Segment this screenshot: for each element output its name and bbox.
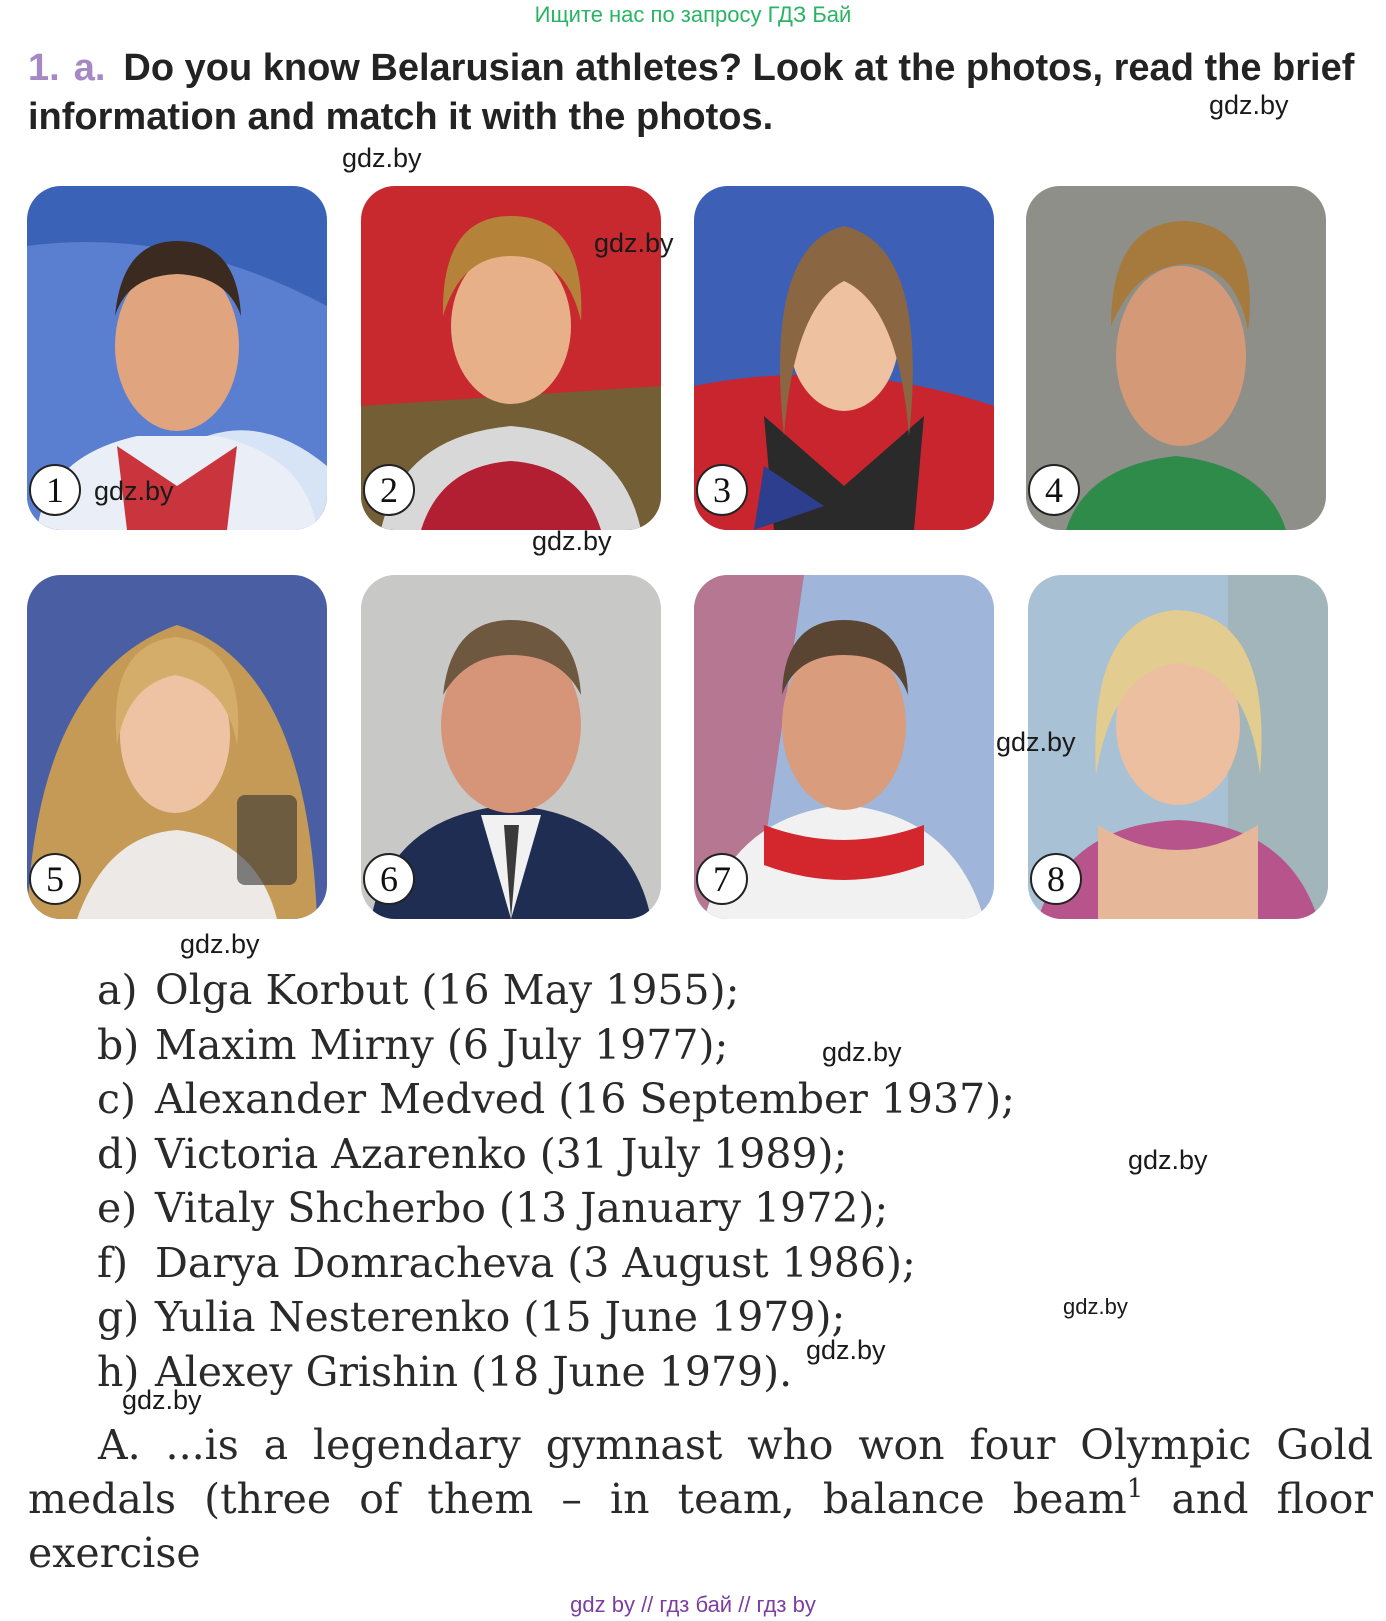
list-item-letter: h)	[97, 1347, 140, 1396]
list-item	[97, 1345, 1015, 1400]
paragraph-line-1: A. ...is a legendary gymnast who won four Olympic Gold	[98, 1421, 1373, 1469]
list-item-text: Maxim Mirny (6 July 1977);	[155, 1020, 729, 1069]
watermark: gdz.by	[996, 727, 1076, 757]
watermark: gdz.by	[1063, 1294, 1128, 1319]
list-item	[97, 1290, 1015, 1345]
list-item-letter: b)	[97, 1020, 140, 1069]
photo-number-1: 1	[29, 464, 81, 516]
list-item-text: Vitaly Shcherbo (13 January 1972);	[155, 1184, 889, 1232]
list-item	[97, 1236, 1015, 1291]
paragraph-line-2	[28, 1472, 1373, 1580]
watermark: gdz.by	[806, 1335, 886, 1365]
photo-number-6: 6	[363, 853, 415, 905]
exercise-instruction: Do you know Belarusian athletes? Look at the photos, read the brief information and match it with the photos.	[28, 47, 1355, 138]
top-note: Ищите нас по запросу ГДЗ Бай	[534, 2, 852, 27]
photo-number-3: 3	[696, 464, 748, 516]
paragraph-text: and floor exercise	[28, 1475, 1373, 1577]
watermark: gdz.by	[532, 526, 612, 556]
list-item-text: Alexey Grishin (18 June 1979).	[155, 1347, 793, 1396]
athlete-list	[97, 963, 1015, 1399]
photo-number-8: 8	[1030, 853, 1082, 905]
photo-number-7: 7	[696, 853, 748, 905]
list-item-text: Olga Korbut (16 May 1955);	[155, 966, 740, 1014]
list-item-letter: g)	[97, 1293, 140, 1341]
watermark: gdz.by	[180, 929, 260, 959]
list-item-text: Alexander Medved (16 September 1937);	[155, 1075, 1015, 1123]
list-item-letter: f)	[97, 1238, 129, 1287]
list-item	[97, 963, 1015, 1018]
exercise-number: 1.	[28, 47, 60, 89]
watermark: gdz.by	[342, 143, 422, 173]
photo-number-2: 2	[363, 464, 415, 516]
exercise-sub: a.	[73, 47, 106, 89]
watermark: gdz.by	[1128, 1145, 1208, 1175]
list-item	[97, 1181, 1015, 1236]
photo-number-5: 5	[29, 853, 81, 905]
list-item-letter: e)	[97, 1184, 138, 1232]
description-paragraph	[28, 1418, 1373, 1580]
list-item-text: Victoria Azarenko (31 July 1989);	[155, 1129, 848, 1178]
footnote-mark: 1	[1126, 1474, 1144, 1504]
watermark: gdz.by	[94, 476, 174, 506]
list-item-text: Yulia Nesterenko (15 June 1979);	[155, 1293, 846, 1341]
photo-number-4: 4	[1028, 464, 1080, 516]
exercise-heading	[28, 44, 1368, 142]
list-item-text: Darya Domracheva (3 August 1986);	[155, 1238, 916, 1287]
list-item-letter: d)	[97, 1129, 140, 1178]
list-item	[97, 1072, 1015, 1127]
footer-note: gdz by // гдз бай // гдз by	[570, 1592, 816, 1617]
list-item	[97, 1127, 1015, 1182]
list-item-letter: c)	[97, 1075, 136, 1123]
watermark: gdz.by	[822, 1037, 902, 1067]
list-item-letter: a)	[97, 966, 138, 1014]
list-item	[97, 1018, 1015, 1073]
watermark: gdz.by	[594, 228, 674, 258]
watermark: gdz.by	[122, 1385, 202, 1415]
watermark: gdz.by	[1209, 90, 1289, 120]
paragraph-text: medals (three of them – in team, balance beam	[28, 1475, 1127, 1523]
